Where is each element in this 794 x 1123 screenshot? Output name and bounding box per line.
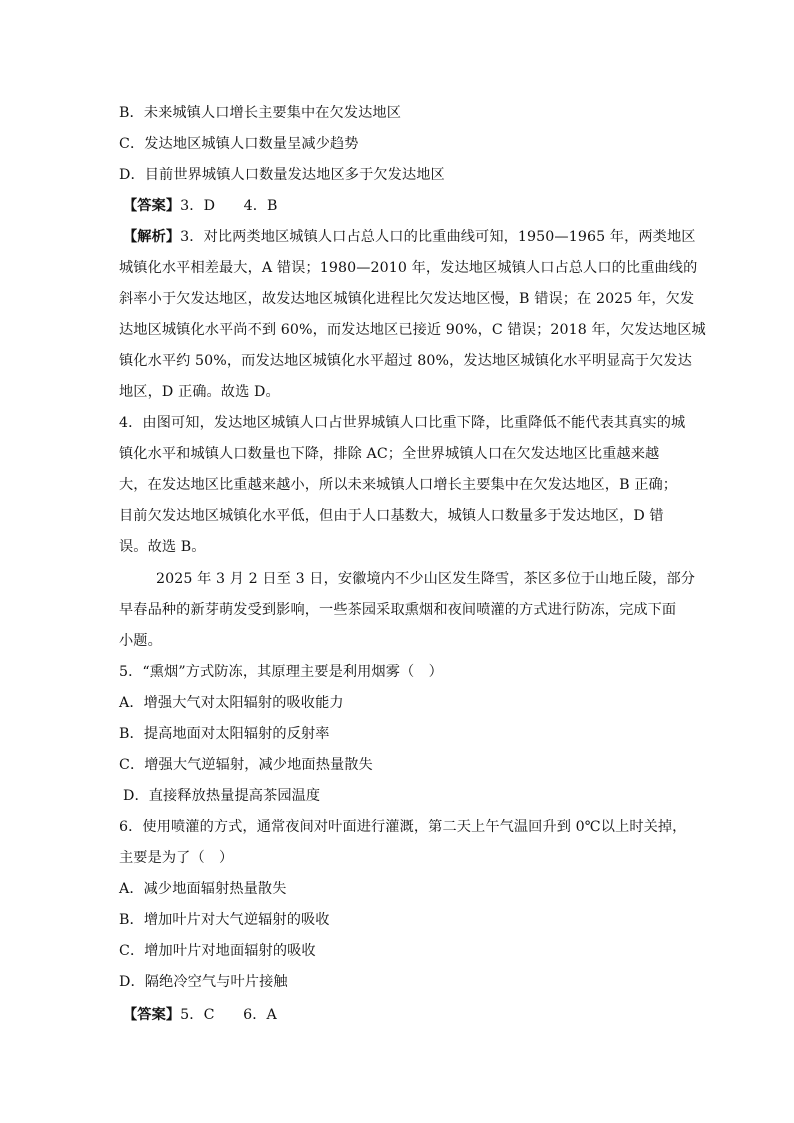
q5-option-b: B．提高地面对太阳辐射的反射率 (119, 726, 330, 742)
analysis2-line-3: 大，在发达地区比重越来越小，所以未来城镇人口增长主要集中在欠发达地区，B 正确； (119, 477, 678, 493)
passage-line-3: 小题。 (119, 633, 162, 649)
passage-line-1: 2025 年 3 月 2 日至 3 日，安徽境内不少山区发生降雪，茶区多位于山地丘陵，部分 (156, 571, 696, 587)
q6-option-d: D．隔绝冷空气与叶片接触 (119, 974, 288, 990)
analysis2-line-2: 镇化水平和城镇人口数量也下降，排除 AC；全世界城镇人口在欠发达地区比重越来越 (119, 446, 660, 462)
analysis-text: 3．对比两类地区城镇人口占总人口的比重曲线可知，1950—1965 年，两类地区 (180, 229, 696, 245)
analysis-line-1 (123, 227, 696, 247)
q6-stem-line-1: 6．使用喷灌的方式，通常夜间对叶面进行灌溉，第二天上午气温回升到 0℃以上时关掉， (119, 819, 687, 835)
q5-option-c: C．增强大气逆辐射，减少地面热量散失 (119, 757, 373, 773)
answer-label: 【答案】 (123, 198, 181, 214)
answer-text: 3．D 4．B (180, 198, 278, 214)
analysis-line-5: 镇化水平约 50%，而发达地区城镇化水平超过 80%，发达地区城镇化水平明显高于欠发达 (119, 353, 692, 369)
q2-option-b: B．未来城镇人口增长主要集中在欠发达地区 (119, 105, 401, 121)
passage-line-2: 早春品种的新芽萌发受到影响，一些茶园采取熏烟和夜间喷灌的方式进行防冻，完成下面 (119, 602, 677, 618)
analysis2-line-4: 目前欠发达地区城镇化水平低，但由于人口基数大，城镇人口数量多于发达地区，D 错 (119, 508, 664, 524)
analysis-line-6: 地区，D 正确。故选 D。 (119, 384, 280, 400)
answer-line-2 (123, 1005, 683, 1025)
answer-text-2: 5．C 6．A (180, 1007, 277, 1023)
analysis-line-2: 城镇化水平相差最大，A 错误；1980—2010 年，发达地区城镇人口占总人口的比重曲线的 (119, 260, 698, 276)
analysis-label: 【解析】 (123, 229, 181, 245)
analysis2-line-1: 4．由图可知，发达地区城镇人口占世界城镇人口比重下降，比重降低不能代表其真实的城 (119, 415, 686, 431)
analysis-line-3: 斜率小于欠发达地区，故发达地区城镇化进程比欠发达地区慢，B 错误；在 2025 年，欠发 (119, 291, 695, 307)
analysis2-line-5: 误。故选 B。 (119, 539, 206, 555)
q2-option-d: D．目前世界城镇人口数量发达地区多于欠发达地区 (119, 167, 445, 183)
q5-stem: 5．“熏烟”方式防冻，其原理主要是利用烟雾（ ） (119, 664, 443, 680)
analysis-line-4: 达地区城镇化水平尚不到 60%，而发达地区已接近 90%，C 错误；2018 年，欠发达地区城 (119, 322, 706, 338)
q6-option-a: A．减少地面辐射热量散失 (119, 881, 287, 897)
q6-option-c: C．增加叶片对地面辐射的吸收 (119, 943, 316, 959)
q6-stem-line-2: 主要是为了（ ） (119, 850, 234, 866)
answer-line-1 (123, 196, 683, 216)
answer-label-2: 【答案】 (123, 1007, 181, 1023)
q6-option-b: B．增加叶片对大气逆辐射的吸收 (119, 912, 330, 928)
q5-option-d: D．直接释放热量提高茶园温度 (123, 788, 321, 804)
q5-option-a: A．增强大气对太阳辐射的吸收能力 (119, 695, 344, 711)
q2-option-c: C．发达地区城镇人口数量呈减少趋势 (119, 136, 359, 152)
